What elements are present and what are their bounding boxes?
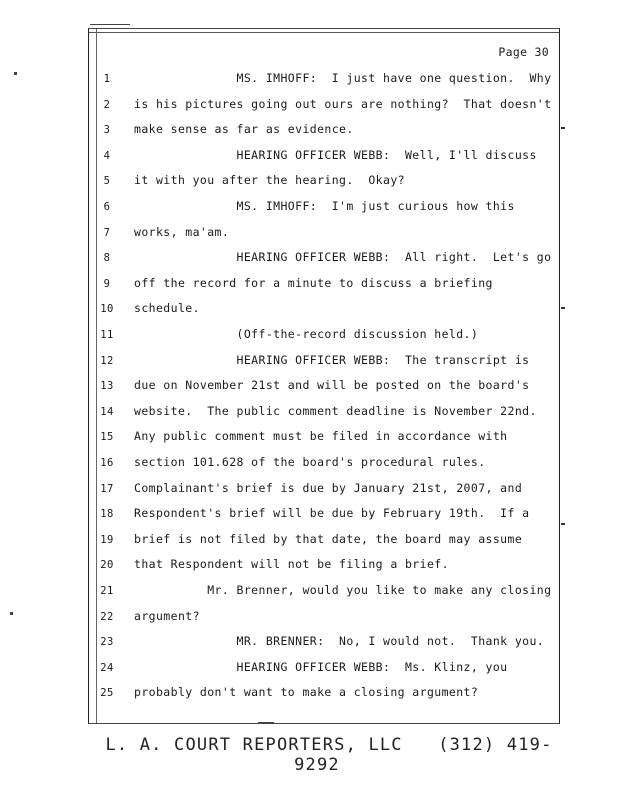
transcript-line — [89, 199, 559, 225]
margin-mark — [561, 307, 565, 309]
line-text: section 101.628 of the board's procedural rules. — [134, 455, 486, 469]
page-number: Page 30 — [498, 45, 549, 59]
transcript-line — [89, 429, 559, 455]
transcript-line — [89, 97, 559, 123]
transcript-line — [89, 327, 559, 353]
top-border-rule — [89, 32, 559, 33]
transcript-line — [89, 71, 559, 97]
line-text: argument? — [134, 608, 200, 623]
line-number: 18 — [100, 508, 114, 521]
line-text: that Respondent will not be filing a brief. — [134, 557, 449, 572]
transcript-line — [89, 225, 559, 251]
transcript-line — [89, 404, 559, 430]
line-text: Mr. Brenner, would you like to make any closing — [134, 583, 552, 597]
transcript-line — [89, 173, 559, 199]
transcript-line — [89, 455, 559, 481]
margin-mark — [561, 127, 565, 129]
line-number: 22 — [100, 610, 114, 623]
transcript-line — [89, 685, 559, 711]
line-number: 9 — [103, 277, 111, 290]
scan-artifact — [90, 24, 130, 25]
transcript-line — [89, 481, 559, 507]
line-number: 23 — [100, 636, 114, 649]
line-number: 16 — [100, 457, 114, 469]
transcript-line — [89, 301, 559, 327]
transcript-line — [89, 660, 559, 686]
footer-company: L. A. COURT REPORTERS, LLC — [105, 735, 403, 755]
line-number: 11 — [100, 329, 114, 341]
transcript-line — [89, 250, 559, 276]
line-number: 20 — [100, 559, 114, 572]
line-number: 4 — [103, 149, 111, 162]
line-text: schedule. — [134, 301, 200, 316]
line-text: is his pictures going out ours are nothing? That doesn't — [134, 96, 552, 111]
line-text: Complainant's brief is due by January 21st, 2007, and — [134, 480, 523, 495]
line-text: due on November 21st and will be posted on the board's — [134, 378, 530, 393]
line-number: 5 — [103, 175, 111, 188]
line-number: 15 — [100, 431, 114, 444]
line-text: MS. IMHOFF: I'm just curious how this — [134, 199, 515, 213]
transcript-line — [89, 353, 559, 379]
line-number: 1 — [103, 73, 111, 85]
line-number: 13 — [100, 380, 114, 393]
line-number: 24 — [100, 661, 114, 674]
line-text: make sense as far as evidence. — [134, 122, 354, 137]
transcript-line — [89, 634, 559, 660]
transcript-line — [89, 378, 559, 404]
line-number: 21 — [100, 585, 114, 597]
transcript-line — [89, 532, 559, 558]
line-text: brief is not filed by that date, the board may assume — [134, 531, 523, 546]
transcript-page — [88, 28, 560, 724]
transcript-line — [89, 122, 559, 148]
line-text: HEARING OFFICER WEBB: All right. Let's go — [134, 250, 552, 265]
line-number: 8 — [103, 252, 111, 265]
transcript-line — [89, 609, 559, 635]
transcript-line — [89, 583, 559, 609]
line-text: Any public comment must be filed in accordance with — [134, 429, 508, 444]
line-text: (Off-the-record discussion held.) — [134, 327, 479, 341]
line-number: 6 — [103, 201, 111, 213]
line-number: 14 — [100, 405, 114, 418]
line-text: it with you after the hearing. Okay? — [134, 173, 405, 188]
transcript-line — [89, 276, 559, 302]
line-text: works, ma'am. — [134, 224, 230, 239]
transcript-line — [89, 506, 559, 532]
scan-artifact — [258, 722, 274, 724]
scan-artifact — [14, 72, 17, 75]
line-text: probably don't want to make a closing argument? — [134, 685, 479, 700]
line-text: Respondent's brief will be due by February 19th. If a — [134, 506, 530, 521]
line-number: 17 — [100, 482, 114, 495]
reporter-footer — [88, 735, 558, 775]
margin-mark — [561, 523, 565, 525]
line-text: website. The public comment deadline is November 22nd. — [134, 403, 537, 418]
line-number: 10 — [100, 303, 114, 316]
transcript-line — [89, 148, 559, 174]
line-number: 7 — [103, 226, 111, 239]
line-number: 19 — [100, 533, 114, 546]
footer-phone: (312) 419-9292 — [294, 735, 553, 775]
line-text: MR. BRENNER: No, I would not. Thank you. — [134, 634, 545, 649]
line-text: off the record for a minute to discuss a briefing — [134, 275, 493, 290]
scan-artifact — [10, 612, 13, 615]
line-number: 2 — [103, 98, 111, 111]
line-text: HEARING OFFICER WEBB: Well, I'll discuss — [134, 147, 537, 162]
line-number: 3 — [103, 124, 111, 137]
transcript-line — [89, 557, 559, 583]
line-text: HEARING OFFICER WEBB: The transcript is — [134, 352, 530, 367]
line-text: MS. IMHOFF: I just have one question. Why — [134, 71, 552, 85]
line-number: 12 — [100, 354, 114, 367]
line-number: 25 — [100, 687, 114, 700]
line-text: HEARING OFFICER WEBB: Ms. Klinz, you — [134, 659, 508, 674]
